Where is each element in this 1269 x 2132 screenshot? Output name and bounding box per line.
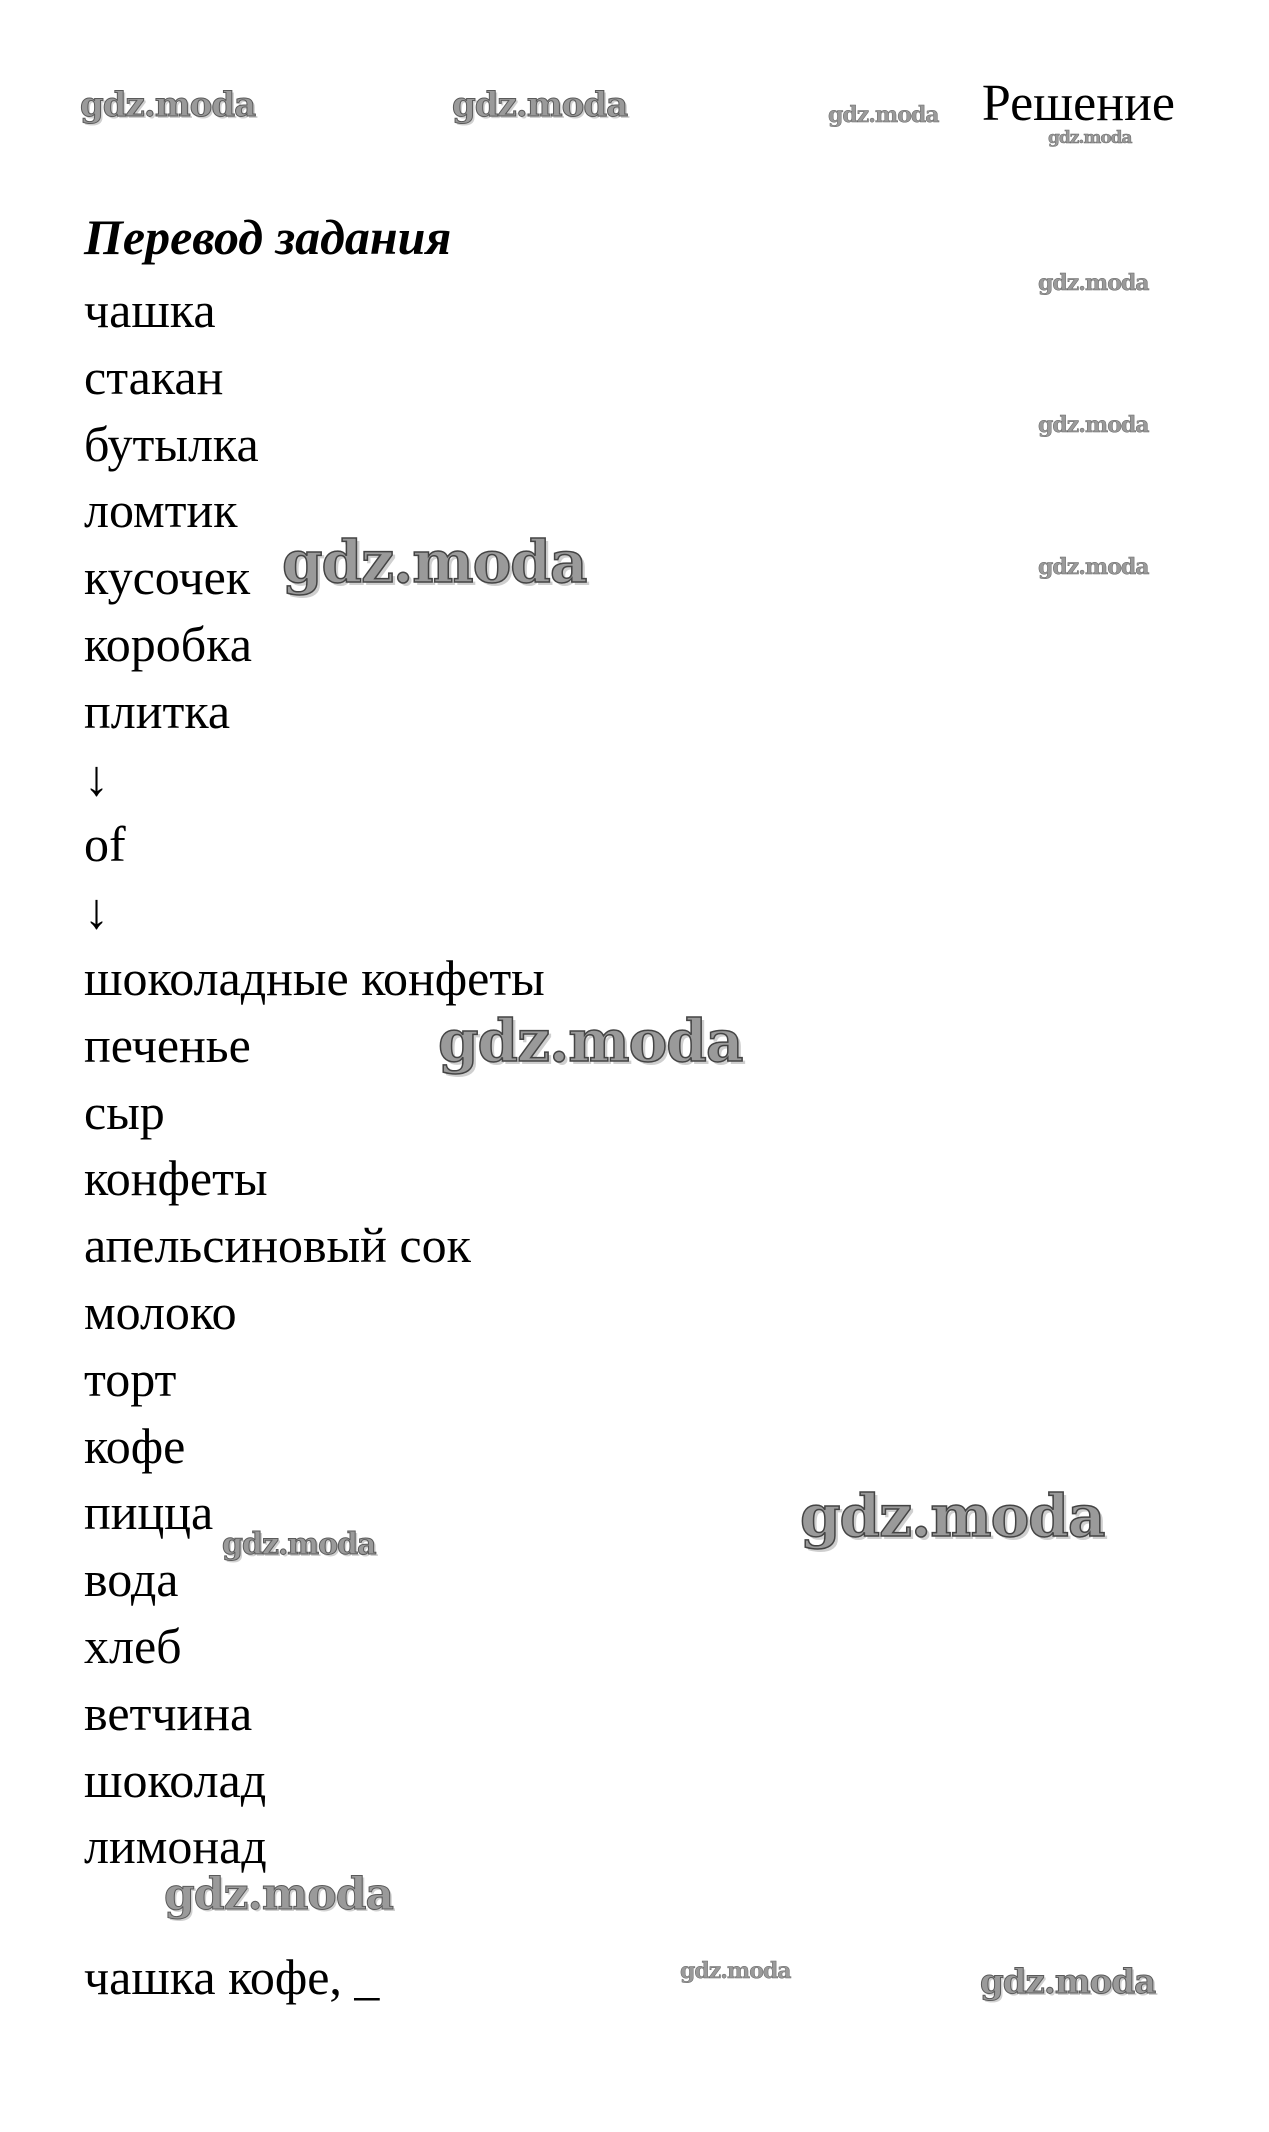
word-list [84,277,545,1880]
watermark: gdz.moda [1038,554,1149,580]
watermark: gdz.moda [438,1007,743,1075]
example-answer: чашка кофе, _ [84,1949,380,2005]
list-item: хлеб [84,1617,182,1674]
list-item: бутылка [84,415,259,472]
list-item: шоколадные конфеты [84,949,545,1006]
watermark: gdz.moda [282,528,587,596]
watermark: gdz.moda [1038,412,1149,438]
list-item: коробка [84,615,252,672]
watermark: gdz.moda [828,102,939,128]
solution-heading: Решение [981,75,1175,132]
list-item: кусочек [84,549,251,606]
list-item: лимонад [84,1818,267,1875]
list-item: кофе [84,1417,186,1474]
arrow-down-icon: ↓ [84,883,109,940]
watermark: gdz.moda [1048,128,1132,148]
list-item: апельсиновый сок [84,1217,471,1274]
watermark: gdz.moda [1038,270,1149,296]
watermark: gdz.moda [800,1482,1105,1550]
list-item: шоколад [84,1751,267,1808]
watermark: gdz.moda [452,85,628,125]
list-item: пицца [84,1484,214,1541]
list-item: вода [84,1551,179,1608]
list-item: плитка [84,682,231,739]
list-item: торт [84,1350,177,1407]
watermark: gdz.moda [222,1527,376,1562]
arrow-down-icon: ↓ [84,749,109,806]
list-item: стакан [84,348,224,405]
watermark: gdz.moda [980,1962,1156,2002]
watermark: gdz.moda [164,1869,394,1920]
list-item: чашка [84,282,216,338]
section-title: Перевод задания [84,209,452,265]
watermark: gdz.moda [80,85,256,125]
list-item: of [84,816,126,873]
list-item: ветчина [84,1684,253,1741]
list-item: печенье [84,1016,251,1073]
list-item: сыр [84,1083,165,1140]
watermark: gdz.moda [680,1958,791,1984]
list-item: ломтик [84,482,238,539]
list-item: молоко [84,1283,237,1340]
list-item: конфеты [84,1150,268,1207]
